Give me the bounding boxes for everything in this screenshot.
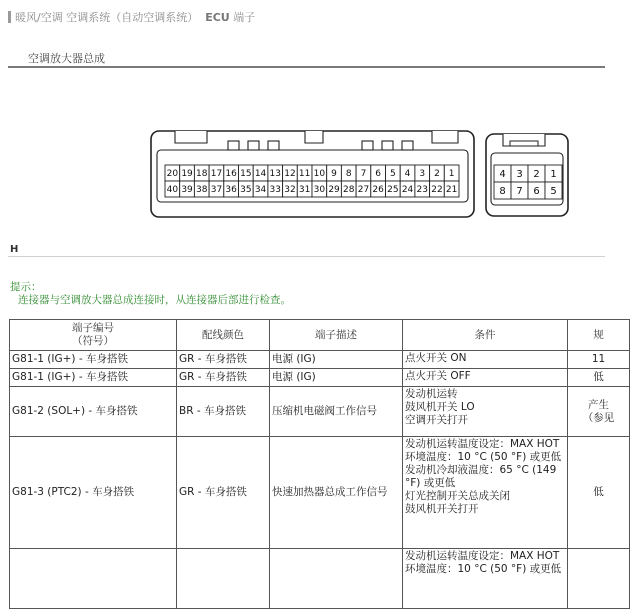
pin-label: 14 — [254, 169, 267, 180]
terminal-table — [9, 319, 630, 609]
cell-terminal — [10, 549, 177, 609]
pin-label: 40 — [166, 185, 179, 196]
pin-label: 8 — [499, 186, 506, 198]
pin-label: 23 — [416, 185, 428, 196]
cond-line: 点火开关 OFF — [405, 370, 471, 382]
cond-line: 环境温度：10 °C (50 °F) 或更低 — [405, 451, 562, 463]
cell-spec: 低 — [568, 437, 630, 549]
cell-wire: GR - 车身搭铁 — [177, 437, 270, 549]
breadcrumb-part-4: 端子 — [233, 11, 256, 24]
pin-label: 2 — [533, 169, 540, 181]
pin-label: 13 — [269, 169, 281, 180]
breadcrumb — [8, 9, 255, 25]
header-cond: 条件 — [403, 320, 568, 351]
header-terminal-sub: （符号） — [72, 335, 114, 347]
spec-line: 产生 — [588, 398, 609, 411]
header-desc: 端子描述 — [270, 320, 403, 351]
pin-label: 24 — [401, 185, 414, 196]
cond-line: 鼓风机开关 LO — [405, 401, 475, 413]
breadcrumb-part-1[interactable]: 暖风 — [15, 11, 37, 24]
breadcrumb-part-2[interactable]: 空调 空调系统（自动空调系统） — [40, 11, 199, 24]
header-spec: 规 — [568, 320, 630, 351]
pin-label: 10 — [313, 169, 326, 180]
table-row — [10, 437, 630, 549]
header-terminal — [10, 320, 177, 351]
pin-label: 30 — [313, 185, 326, 196]
pin-label: 12 — [284, 169, 296, 180]
figure-divider — [8, 256, 605, 257]
cond-line: 发动机运转温度设定：MAX HOT — [405, 550, 560, 562]
cell-terminal: G81-1 (IG+) - 车身搭铁 — [10, 351, 177, 369]
table-row — [10, 549, 630, 609]
pin-label: 27 — [357, 185, 370, 196]
cell-terminal: G81-1 (IG+) - 车身搭铁 — [10, 369, 177, 387]
pin-label: 2 — [434, 169, 440, 180]
connector-diagram — [0, 80, 605, 260]
main-connector-tabs — [175, 131, 458, 150]
figure-label: H — [10, 244, 19, 255]
spec-line: （参见 — [582, 411, 615, 424]
cond-line: 点火开关 ON — [405, 352, 467, 364]
pin-label: 39 — [181, 185, 193, 196]
pin-label: 7 — [360, 169, 367, 180]
pin-label: 33 — [269, 185, 281, 196]
cond-line: 发动机运转 — [405, 388, 458, 400]
cell-spec — [568, 387, 630, 437]
pin-label: 25 — [387, 185, 399, 196]
pin-label: 35 — [240, 185, 252, 196]
pin-label: 19 — [181, 169, 193, 180]
pin-label: 4 — [499, 169, 506, 181]
section-divider — [8, 66, 605, 68]
cell-desc: 快速加热器总成工作信号 — [270, 437, 403, 549]
cell-wire: GR - 车身搭铁 — [177, 351, 270, 369]
cell-spec: 11 — [568, 351, 630, 369]
pin-label: 4 — [404, 169, 411, 180]
pin-label: 18 — [196, 169, 208, 180]
pin-label: 8 — [345, 169, 352, 180]
main-connector-pins — [165, 165, 459, 197]
pin-label: 11 — [298, 169, 311, 180]
hint-body: 连接器与空调放大器总成连接时，从连接器后部进行检查。 — [18, 294, 291, 306]
pin-label: 34 — [254, 185, 267, 196]
cell-spec: 低 — [568, 369, 630, 387]
pin-label: 5 — [389, 169, 396, 180]
pin-label: 3 — [516, 169, 523, 181]
cell-desc: 压缩机电磁阀工作信号 — [270, 387, 403, 437]
pin-label: 1 — [448, 169, 455, 180]
breadcrumb-marker — [8, 11, 11, 23]
cell-cond — [403, 351, 568, 369]
section-title: 空调放大器总成 — [28, 52, 105, 65]
cell-desc: 电源 (IG) — [270, 369, 403, 387]
cond-line: 鼓风机开关打开 — [405, 503, 479, 515]
table-header-row — [10, 320, 630, 351]
pin-label: 6 — [533, 186, 540, 198]
small-connector-pins — [494, 165, 562, 199]
pin-label: 3 — [419, 169, 426, 180]
cond-line: 发动机冷却液温度：65 °C (149 °F) 或更低 — [405, 464, 557, 489]
cell-cond — [403, 369, 568, 387]
pin-label: 17 — [210, 169, 223, 180]
pin-label: 32 — [284, 185, 296, 196]
cell-desc: 电源 (IG) — [270, 351, 403, 369]
pin-label: 31 — [298, 185, 311, 196]
breadcrumb-separator: / — [37, 11, 41, 24]
cell-wire: GR - 车身搭铁 — [177, 369, 270, 387]
cell-desc — [270, 549, 403, 609]
pin-label: 15 — [240, 169, 252, 180]
cell-terminal: G81-3 (PTC2) - 车身搭铁 — [10, 437, 177, 549]
pin-label: 22 — [431, 185, 443, 196]
pin-label: 21 — [445, 185, 458, 196]
small-connector-latch-slot — [510, 141, 538, 146]
pin-label: 1 — [550, 169, 557, 181]
cell-cond — [403, 437, 568, 549]
cond-line: 发动机运转温度设定：MAX HOT — [405, 438, 560, 450]
cell-wire — [177, 549, 270, 609]
cond-line: 灯光控制开关总成关闭 — [405, 490, 510, 502]
cond-line: 空调开关打开 — [405, 414, 468, 426]
cell-terminal: G81-2 (SOL+) - 车身搭铁 — [10, 387, 177, 437]
header-wire: 配线颜色 — [177, 320, 270, 351]
breadcrumb-ecu[interactable]: ECU — [205, 11, 230, 24]
pin-label: 28 — [343, 185, 355, 196]
table-row — [10, 351, 630, 369]
pin-label: 5 — [550, 186, 557, 198]
pin-label: 29 — [328, 185, 340, 196]
hint-title: 提示： — [10, 281, 42, 293]
cell-cond — [403, 387, 568, 437]
table-row — [10, 387, 630, 437]
table-row — [10, 369, 630, 387]
pin-label: 26 — [372, 185, 384, 196]
cell-cond — [403, 549, 568, 609]
pin-label: 6 — [375, 169, 382, 180]
pin-label: 16 — [225, 169, 237, 180]
pin-label: 20 — [166, 169, 179, 180]
pin-label: 7 — [516, 186, 523, 198]
pin-label: 38 — [196, 185, 208, 196]
cell-wire: BR - 车身搭铁 — [177, 387, 270, 437]
cond-line: 环境温度：10 °C (50 °F) 或更低 — [405, 563, 562, 575]
header-terminal-label: 端子编号 — [72, 322, 114, 334]
pin-label: 37 — [210, 185, 223, 196]
pin-label: 9 — [331, 169, 337, 180]
pin-label: 36 — [225, 185, 237, 196]
cell-spec — [568, 549, 630, 609]
